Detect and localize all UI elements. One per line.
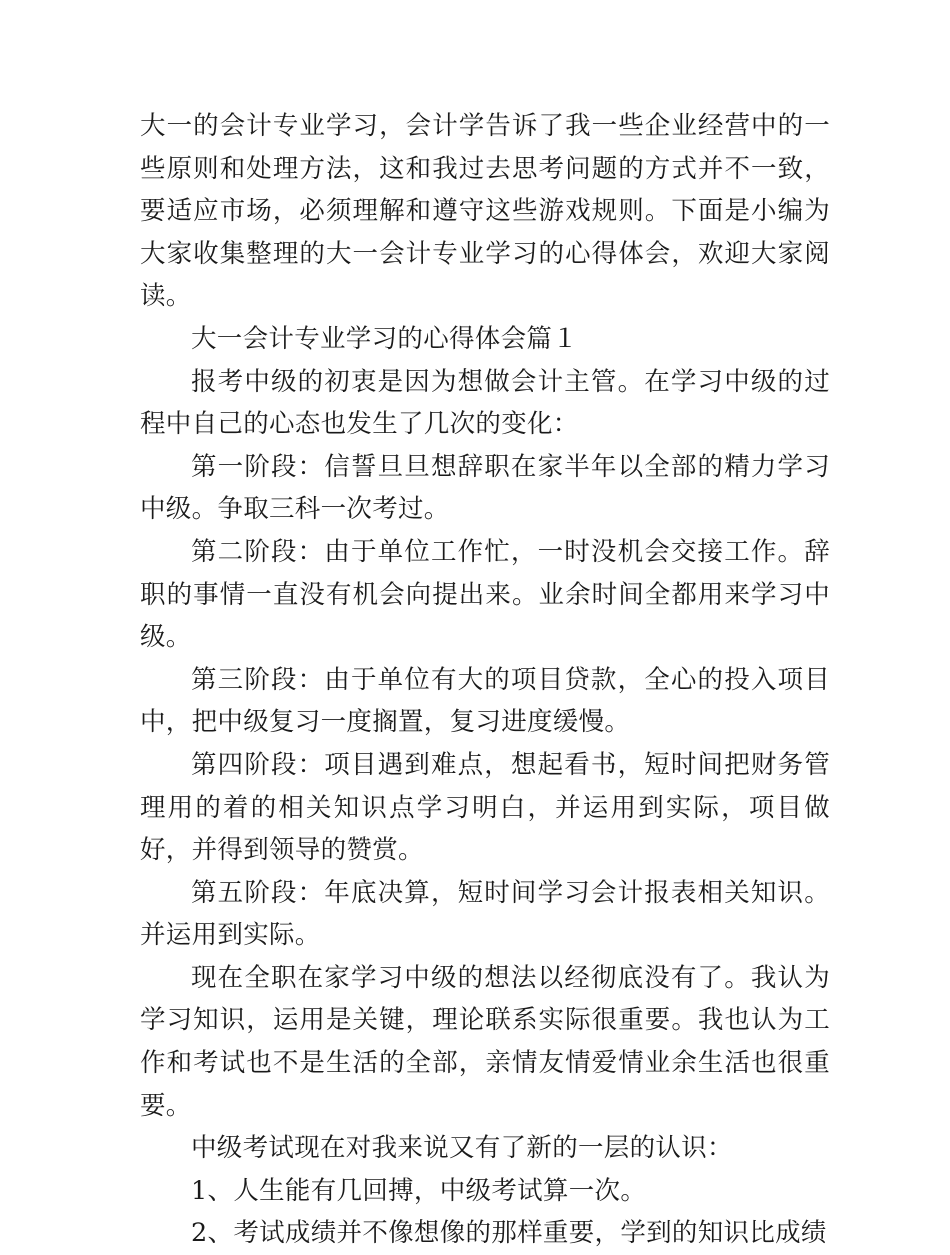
stage-paragraph-5: 第五阶段：年底决算，短时间学习会计报表相关知识。并运用到实际。 [140,877,830,951]
body-paragraph: 中级考试现在对我来说又有了新的一层的认识： [191,1133,733,1164]
list-item: 1、人生能有几回搏，中级考试算一次。 [191,1175,647,1206]
stage-paragraph-2: 第二阶段：由于单位工作忙，一时没机会交接工作。辞职的事情一直没有机会向提出来。业余时间全都用来学习中级。 [140,536,830,653]
list-item: 2、考试成绩并不像想像的那样重要，学到的知识比成绩 [191,1218,827,1249]
section-heading: 大一会计专业学习的心得体会篇１ [191,323,579,354]
intro-paragraph: 大一的会计专业学习，会计学告诉了我一些企业经营中的一些原则和处理方法，这和我过去思考问题的方式并不一致，要适应市场，必须理解和遵守这些游戏规则。下面是小编为大家收集整理的大一会计专业学习的心得体会，欢迎大家阅读。 [140,111,830,312]
stage-paragraph-3: 第三阶段：由于单位有大的项目贷款，全心的投入项目中，把中级复习一度搁置，复习进度缓慢。 [140,664,830,738]
document-body [140,105,830,1255]
body-paragraph: 现在全职在家学习中级的想法以经彻底没有了。我认为学习知识，运用是关键，理论联系实际很重要。我也认为工作和考试也不是生活的全部，亲情友情爱情业余生活也很重要。 [140,962,830,1121]
stage-paragraph-4: 第四阶段：项目遇到难点，想起看书，短时间把财务管理用的着的相关知识点学习明白，并运用到实际，项目做好，并得到领导的赞赏。 [140,749,830,866]
stage-paragraph-1: 第一阶段：信誓旦旦想辞职在家半年以全部的精力学习中级。争取三科一次考过。 [140,451,830,525]
body-paragraph: 报考中级的初衷是因为想做会计主管。在学习中级的过程中自己的心态也发生了几次的变化： [140,366,830,440]
